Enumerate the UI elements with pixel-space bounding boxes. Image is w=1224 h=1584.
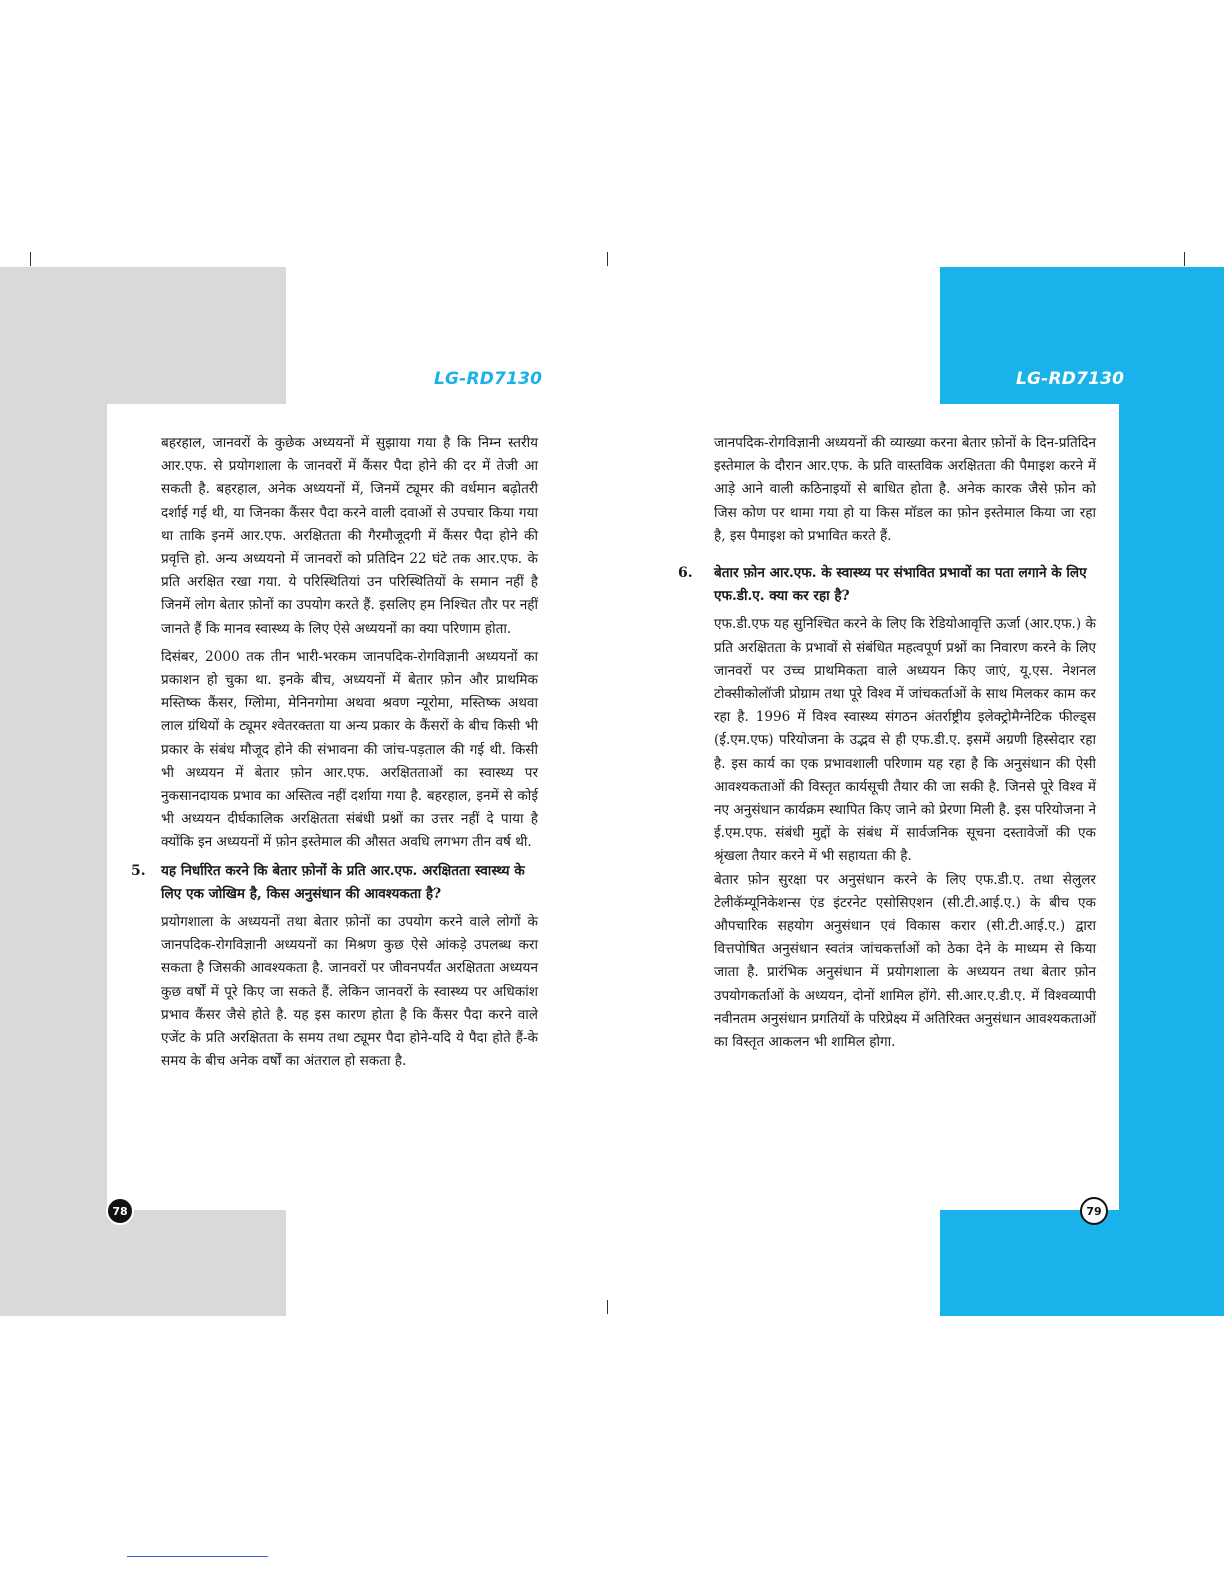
question-answer: प्रयोगशाला के अध्ययनों तथा बेतार फ़ोनों का उपयोग करने वाले लोगों के जानपदिक-रोगविज्ञानी अध्ययनों का मिश्रण कुछ ऐसे आंकड़े उपलब्ध करा सकता है जिसकी आवश्यकता है. जानवरों पर जीवनपर्यंत अरक्षितता अध्ययन कुछ वर्षों में पूरे किए जा सकते हैं. लेकिन जानवरों के स्वास्थ्य पर अधिकांश प्रभाव कैंसर जैसे होते है. यह इस कारण होता है कि कैंसर पैदा करने वाले एजेंट के प्रति अरक्षितता के समय तथा ट्यूमर पैदा होने-यदि ये पैदा होते हैं-के समय के बीच अनेक वर्षों का अंतराल हो सकता है. bbox=[161, 914, 538, 1070]
left-model-header: LG-RD7130 bbox=[434, 369, 543, 389]
right-model-header: LG-RD7130 bbox=[1016, 369, 1125, 389]
right-text-column bbox=[678, 432, 1097, 1059]
question-answer-part-1: एफ.डी.एफ यह सुनिश्चित करने के लिए कि रेडियोआवृत्ति ऊर्जा (आर.एफ.) के प्रति अरक्षितता के प्रभावों से संबंधित महत्वपूर्ण प्रश्नों का निवारण करने के लिए जानवरों पर उच्च प्राथमिकता वाले अध्ययन किए जाएं, यू.एस. नेशनल टोक्सीकोलॉजी प्रोग्राम तथा पूरे विश्व में जांचकर्ताओं के साथ मिलकर काम कर रहा है. 1996 में विश्व स्वास्थ्य संगठन अंतर्राष्ट्रीय इलेक्ट्रोमैग्नेटिक फील्ड्स (ई.एम.एफ) परियोजना के उद्भव से ही एफ.डी.ए. इसमें अग्रणी हिस्सेदार रहा है. इस कार्य का एक प्रभावशाली परिणाम यह रहा है कि अनुसंधान की ऐसी आवश्यकताओं की विस्तृत कार्यसूची तैयार की जा सकी है. जिनसे पूरे विश्व में नए अनुसंधान कार्यक्रम स्थापित किए जाने को प्रेरणा मिली है. इस परियोजना ने ई.एम.एफ. संबंधी मुद्दों के संबंध में सार्वजनिक सूचना दस्तावेजों की एक श्रृंखला तैयार करने में भी सहायता की है. bbox=[714, 616, 1097, 865]
crop-mark bbox=[30, 252, 31, 266]
question-heading: यह निर्धारित करने कि बेतार फ़ोनों के प्रति आर.एफ. अरक्षितता स्वास्थ्य के लिए एक जोखिम है, किस अनुसंधान की आवश्यकता है? bbox=[161, 862, 525, 902]
footer-rule bbox=[127, 1556, 268, 1557]
left-paragraph-2: दिसंबर, 2000 तक तीन भारी-भरकम जानपदिक-रोगविज्ञानी अध्ययनों का प्रकाशन हो चुका था. इनके बीच, अध्ययनों में बेतार फ़ोन और प्राथमिक मस्तिष्क कैंसर, ग्लिोमा, मेनिनगोमा अथवा श्रवण न्यूरोमा, मस्तिष्क अथवा लाल ग्रंथियों के ट्यूमर श्वेतरक्तता या अन्य प्रकार के कैंसरों के बीच किसी भी प्रकार के संबंध मौजूद होने की संभावना की जांच-पड़ताल की गई थी. किसी भी अध्ययन में बेतार फ़ोन आर.एफ. अरक्षितताओं का स्वास्थ्य पर नुकसानदायक प्रभाव का अस्तित्व नहीं दर्शाया गया है. बहरहाल, इनमें से कोई भी अध्ययन दीर्घकालिक अरक्षितता संबंधी प्रश्नों का उत्तर नहीं दे पाया है क्योंकि इन अध्ययनों में फ़ोन इस्तेमाल की औसत अवधि लगभग तीन वर्ष थी. bbox=[161, 648, 538, 851]
crop-mark bbox=[607, 252, 608, 266]
page-number-badge: 78 bbox=[106, 1197, 134, 1225]
page-number-badge: 79 bbox=[1080, 1197, 1108, 1225]
crop-mark bbox=[1184, 252, 1185, 266]
crop-mark bbox=[607, 1300, 608, 1314]
question-number: 5. bbox=[131, 862, 146, 879]
left-paragraph-1: बहरहाल, जानवरों के कुछेक अध्ययनों में सुझाया गया है कि निम्न स्तरीय आर.एफ. से प्रयोगशाला के जानवरों में कैंसर पैदा होने की दर में तेजी आ सकती है. बहरहाल, अनेक अध्ययनों में, जिनमें ट्यूमर की वर्धमान बढ़ोतरी दर्शाई गई थी, या जिनका कैंसर पैदा करने वाली दवाओं से उपचार किया गया था ताकि इनमें आर.एफ. अरक्षितता की गैरमौजूदगी में कैंसर पैदा होने की प्रवृत्ति हो. अन्य अध्ययनो में जानवरों को प्रतिदिन 22 घंटे तक आर.एफ. के प्रति अरक्षित रखा गया. ये परिस्थितियां उन परिस्थितियों के समान नहीं है जिनमें लोग बेतार फ़ोनों का उपयोग करते हैं. इसलिए हम निश्चित तौर पर नहीं जानते हैं कि मानव स्वास्थ्य के लिए ऐसे अध्ययनों का क्या परिणाम होता. bbox=[161, 435, 538, 637]
right-intro-paragraph: जानपदिक-रोगविज्ञानी अध्ययनों की व्याख्या करना बेतार फ़ोनों के दिन-प्रतिदिन इस्तेमाल के दौरान आर.एफ. के प्रति वास्तविक अरक्षितता की पैमाइश करने में आड़े आने वाली कठिनाइयों से बाधित होता है. अनेक कारक जैसे फ़ोन को जिस कोण पर थामा गया हो या किस मॉडल का फ़ोन इस्तेमाल किया जा रहा है, इस पैमाइश को प्रभावित करते हैं. bbox=[714, 435, 1096, 544]
question-number: 6. bbox=[678, 565, 693, 582]
question-answer-part-2: बेतार फ़ोन सुरक्षा पर अनुसंधान करने के लिए एफ.डी.ए. तथा सेलुलर टेलीकॅम्यूनिकेशन्स एंड इंटरनेट एसोसिएशन (सी.टी.आई.ए.) के बीच एक औपचारिक सहयोग अनुसंधान एवं विकास करार (सी.टी.आई.ए.) द्वारा वित्तपोषित अनुसंधान स्वतंत्र जांचकर्त्ताओं को ठेका देने के माध्यम से किया जाता है. प्रारंभिक अनुसंधान में प्रयोगशाला के अध्ययन तथा बेतार फ़ोन उपयोगकर्ताओं के अध्ययन, दोनों शामिल होंगे. सी.आर.ए.डी.ए. में विश्वव्यापी नवीनतम अनुसंधान प्रगतियों के परिप्रेक्ष्य में अतिरिक्त अनुसंधान आवश्यकताओं का विस्तृत आकलन भी शामिल होगा. bbox=[714, 871, 1096, 1051]
left-text-column bbox=[131, 432, 538, 1078]
question-heading: बेतार फ़ोन आर.एफ. के स्वास्थ्य पर संभावित प्रभावों का पता लगाने के लिए एफ.डी.ए. क्या कर रहा है? bbox=[714, 565, 1087, 605]
